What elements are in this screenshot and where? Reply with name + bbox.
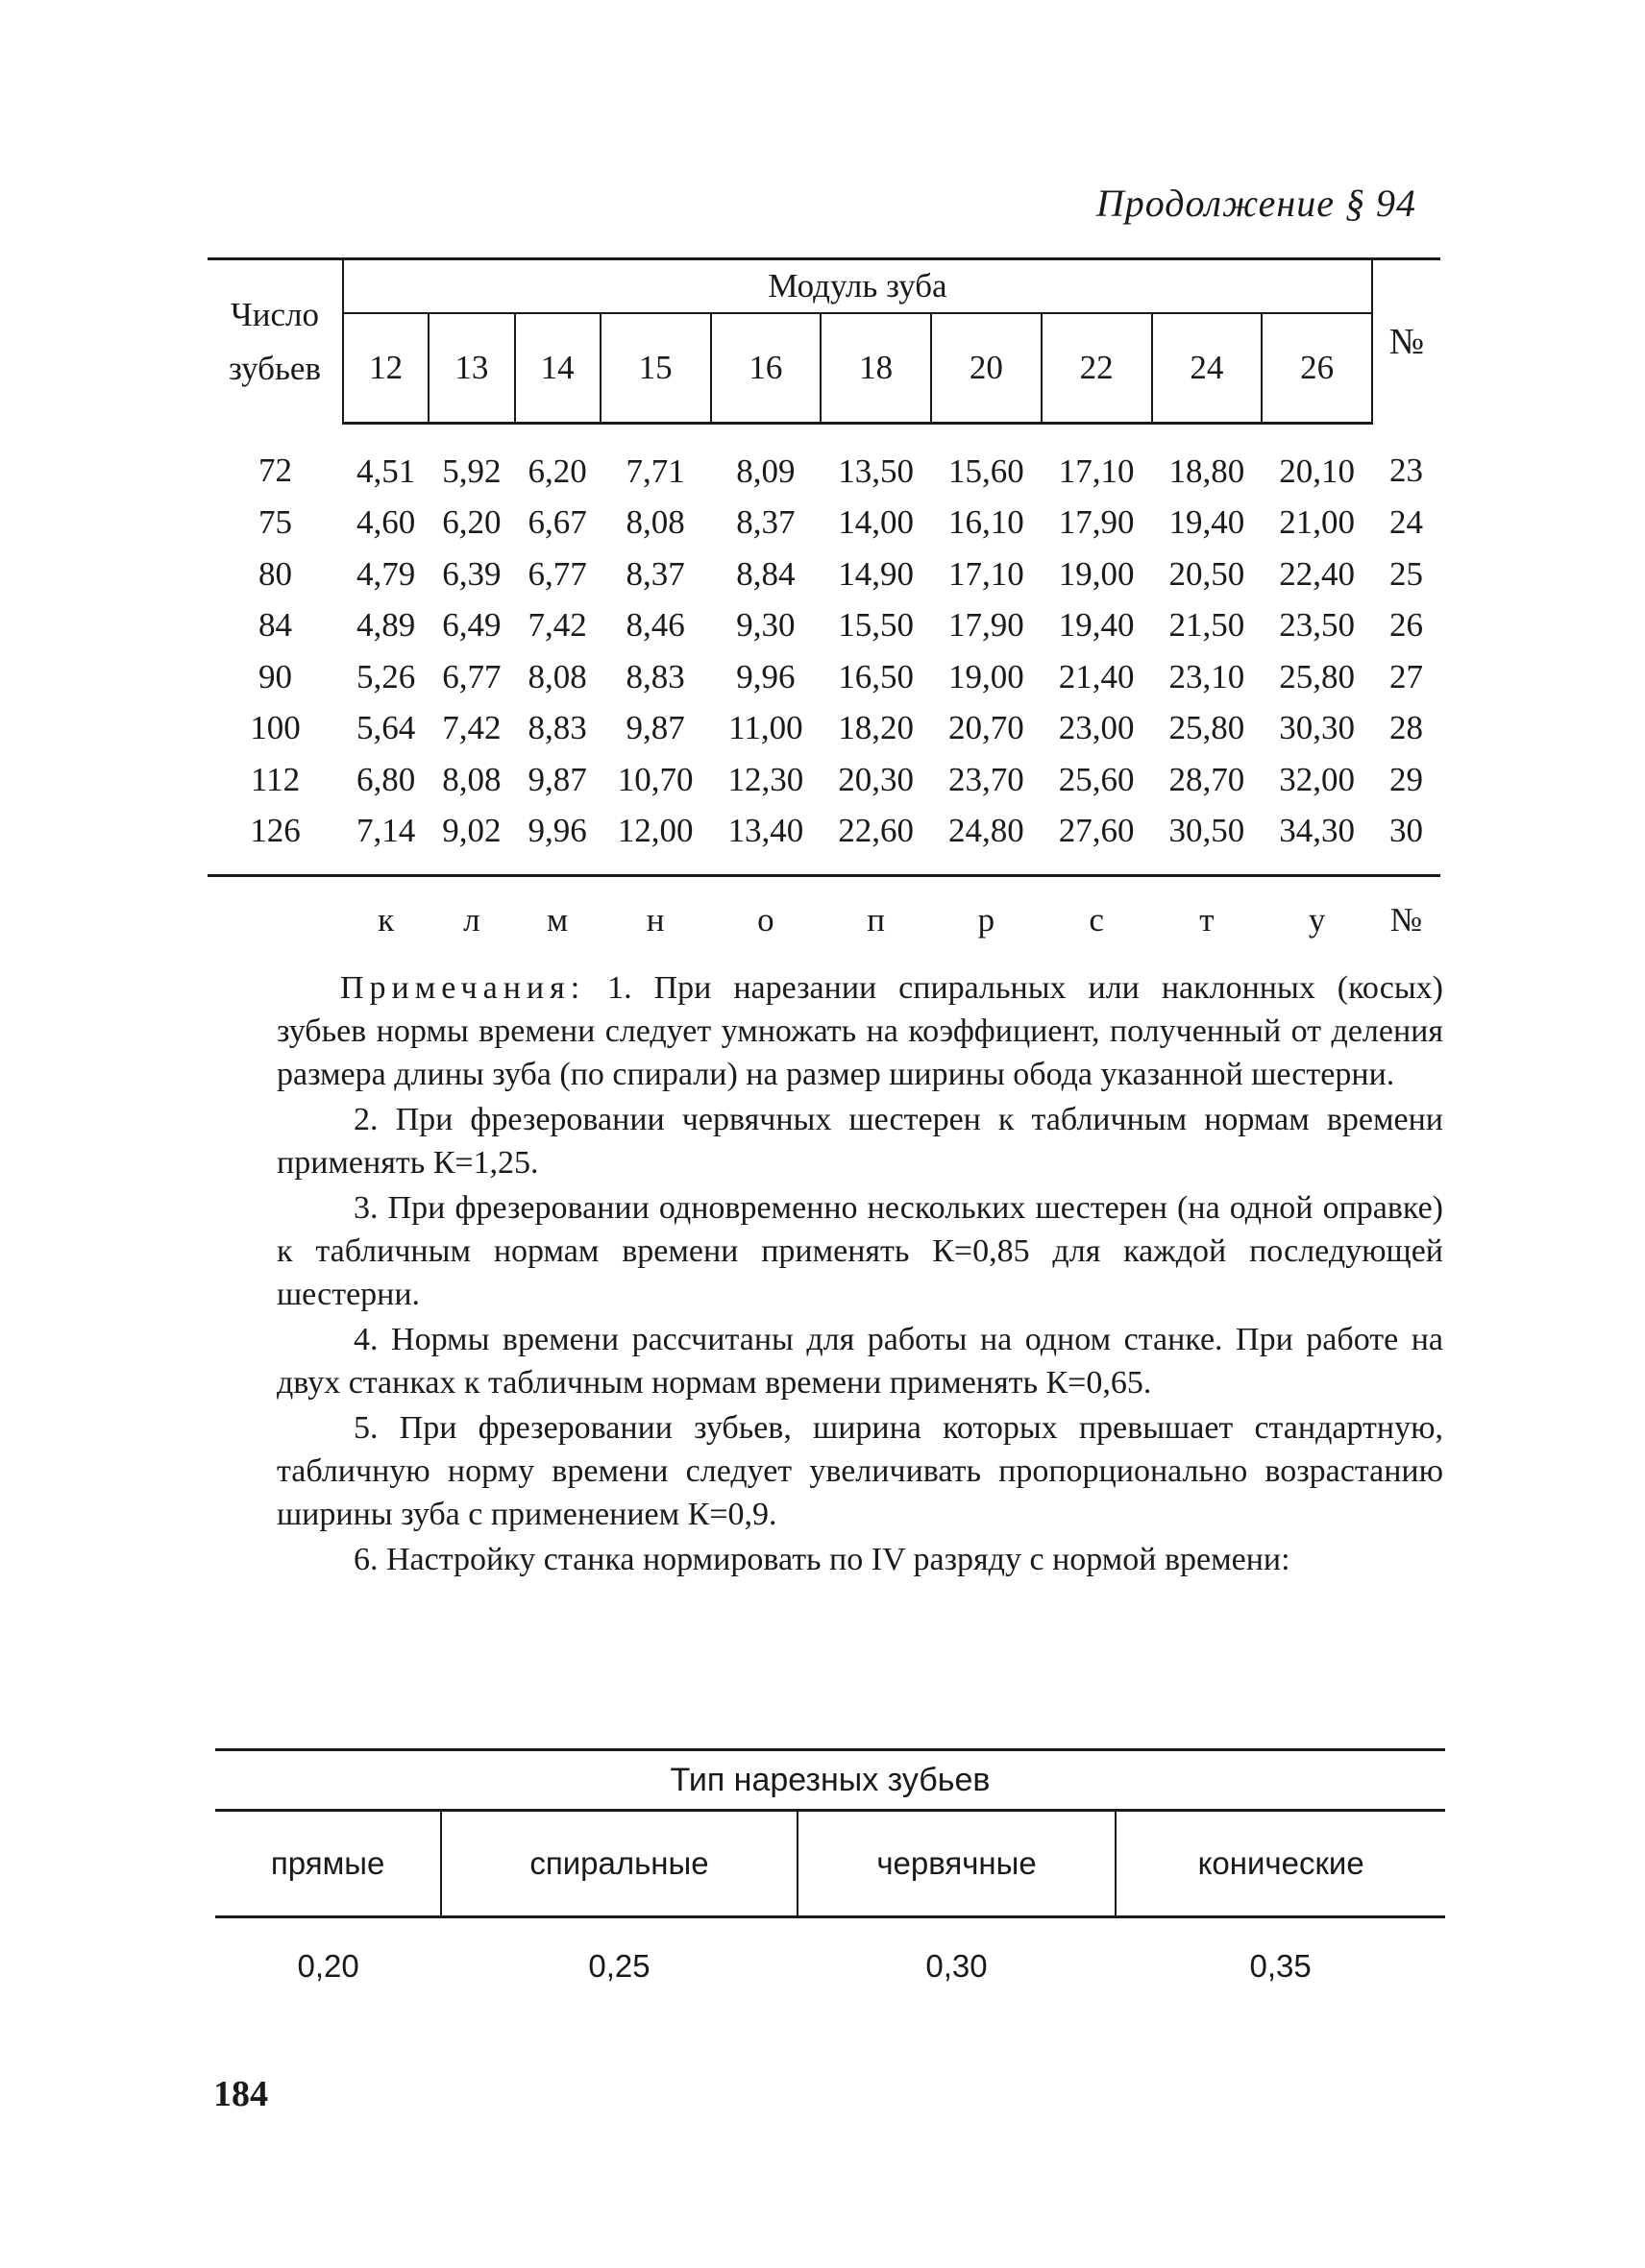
time-value-cell: 13,50 <box>838 451 914 490</box>
time-value-cell: 22,60 <box>821 806 931 876</box>
row-number-cell: 29 <box>1389 760 1423 798</box>
module-col-header: 20 <box>931 313 1042 424</box>
note-6: 6. Настройку станка нормировать по IV разряду с нормой времени: <box>354 1542 1290 1577</box>
teeth-count-cell: 100 <box>250 709 301 747</box>
time-value-cell: 4,79 <box>356 554 416 593</box>
notes-section <box>277 966 1443 1583</box>
time-value-cell: 23,70 <box>948 760 1024 798</box>
teeth-count-header-line2: зубьев <box>229 349 321 387</box>
time-value-cell: 8,08 <box>626 503 685 542</box>
module-col-header: 24 <box>1152 313 1263 424</box>
time-value-cell: 21,50 <box>1168 606 1245 645</box>
teeth-count-cell: 84 <box>258 606 292 645</box>
time-value-cell: 6,49 <box>442 606 502 645</box>
row-number-cell: 28 <box>1389 709 1423 747</box>
time-value-cell: 7,42 <box>528 606 587 645</box>
module-col-header: 13 <box>429 313 514 424</box>
time-value-cell: 25,80 <box>1168 709 1245 747</box>
teeth-count-cell: 90 <box>258 657 292 695</box>
row-number-cell: 23 <box>1389 451 1423 489</box>
time-value-cell: 7,14 <box>343 806 429 876</box>
time-value-cell: 8,08 <box>442 760 502 798</box>
type-spiral: спиральные <box>441 1811 798 1917</box>
time-value-cell: 9,96 <box>515 806 601 876</box>
time-value-cell: 30,30 <box>1279 709 1355 747</box>
row-number-cell: 30 <box>1372 806 1440 876</box>
time-value-cell: 19,00 <box>1058 554 1135 593</box>
note-1 <box>277 966 1443 1096</box>
time-value-cell: 6,77 <box>442 657 502 695</box>
time-value-cell: 6,67 <box>528 503 587 542</box>
table-row <box>208 651 1440 703</box>
continuation-header: Продолжение § 94 <box>1095 182 1416 225</box>
note-3: 3. При фрезеровании одновременно нескольких шестерен (на одной оправке) к табличным нормам времени применять К=0,85 для каждой последующей шестерни. <box>277 1190 1443 1312</box>
time-value-cell: 25,60 <box>1058 760 1135 798</box>
column-letter: к <box>378 901 395 939</box>
column-letter: у <box>1308 901 1326 939</box>
time-value-cell: 25,80 <box>1279 657 1355 695</box>
time-value-cell: 9,87 <box>626 709 685 747</box>
notes-title: Примечания: <box>340 970 586 1006</box>
time-value-cell: 20,30 <box>838 760 914 798</box>
value-bevel: 0,35 <box>1249 1948 1312 1984</box>
module-col-header: 12 <box>343 313 429 424</box>
setup-norm-table <box>215 1748 1445 2014</box>
table-row <box>208 600 1440 652</box>
time-value-cell: 11,00 <box>728 709 803 747</box>
table-row <box>208 424 1440 498</box>
time-value-cell: 4,51 <box>356 451 416 490</box>
time-value-cell: 21,00 <box>1279 503 1355 542</box>
time-value-cell: 32,00 <box>1279 760 1355 798</box>
time-value-cell: 5,26 <box>356 657 416 695</box>
module-col-header: 26 <box>1262 313 1372 424</box>
time-value-cell: 17,10 <box>948 554 1024 593</box>
module-col-header: 22 <box>1042 313 1152 424</box>
module-col-header: 16 <box>711 313 822 424</box>
row-number-cell: 24 <box>1389 503 1423 542</box>
time-value-cell: 23,00 <box>1058 709 1135 747</box>
time-value-cell: 18,80 <box>1168 451 1245 490</box>
module-col-header: 15 <box>601 313 711 424</box>
value-straight: 0,20 <box>297 1948 359 1984</box>
time-value-cell: 9,30 <box>736 606 796 645</box>
time-value-cell: 22,40 <box>1279 554 1355 593</box>
time-value-cell: 20,10 <box>1279 451 1355 490</box>
time-value-cell: 8,84 <box>736 554 796 593</box>
time-value-cell: 20,70 <box>948 709 1024 747</box>
letters-blank-cell <box>208 876 343 964</box>
type-bevel: конические <box>1116 1811 1445 1917</box>
time-value-cell: 27,60 <box>1042 806 1152 876</box>
time-value-cell: 8,83 <box>528 709 587 747</box>
column-letter: п <box>867 901 885 939</box>
column-letter-number: № <box>1389 901 1423 939</box>
time-value-cell: 5,64 <box>356 709 416 747</box>
table-row <box>208 806 1440 876</box>
time-value-cell: 8,08 <box>528 657 587 695</box>
time-value-cell: 23,50 <box>1279 606 1355 645</box>
time-value-cell: 21,40 <box>1058 657 1135 695</box>
time-value-cell: 24,80 <box>931 806 1042 876</box>
number-header: № <box>1372 259 1440 424</box>
tooth-type-caption: Тип нарезных зубьев <box>215 1750 1445 1811</box>
time-value-cell: 19,00 <box>948 657 1024 695</box>
time-value-cell: 8,09 <box>736 451 796 490</box>
time-value-cell: 9,87 <box>528 760 587 798</box>
table-row <box>208 703 1440 755</box>
time-value-cell: 4,60 <box>356 503 416 542</box>
time-value-cell: 6,20 <box>442 503 502 542</box>
time-norms-table <box>208 257 1440 963</box>
column-letter: т <box>1199 901 1215 939</box>
time-value-cell: 5,92 <box>442 451 502 490</box>
time-value-cell: 17,90 <box>948 606 1024 645</box>
time-value-cell: 28,70 <box>1168 760 1245 798</box>
time-value-cell: 12,00 <box>601 806 711 876</box>
teeth-count-header <box>208 259 343 424</box>
time-value-cell: 15,60 <box>948 451 1024 490</box>
time-value-cell: 8,37 <box>626 554 685 593</box>
time-value-cell: 30,50 <box>1152 806 1263 876</box>
type-worm: червячные <box>798 1811 1117 1917</box>
column-letter: с <box>1089 901 1104 939</box>
column-letter: о <box>757 901 774 939</box>
time-value-cell: 9,96 <box>736 657 796 695</box>
row-number-cell: 25 <box>1389 554 1423 593</box>
teeth-count-header-line1: Число <box>231 295 319 333</box>
time-value-cell: 15,50 <box>838 606 914 645</box>
module-col-header: 14 <box>515 313 601 424</box>
time-value-cell: 8,83 <box>626 657 685 695</box>
teeth-count-cell: 80 <box>258 554 292 593</box>
row-number-cell: 26 <box>1389 606 1423 645</box>
time-value-cell: 7,71 <box>626 451 685 490</box>
teeth-count-cell: 75 <box>258 503 292 542</box>
module-header: Модуль зуба <box>343 259 1372 314</box>
time-value-cell: 8,46 <box>626 606 685 645</box>
value-spiral: 0,25 <box>588 1948 651 1984</box>
column-letter: р <box>977 901 995 939</box>
time-value-cell: 19,40 <box>1168 503 1245 542</box>
teeth-count-cell: 112 <box>250 760 301 798</box>
column-letter: н <box>646 901 665 939</box>
time-value-cell: 8,37 <box>736 503 796 542</box>
column-letter: м <box>547 901 569 939</box>
time-value-cell: 23,10 <box>1168 657 1245 695</box>
note-4: 4. Нормы времени рассчитаны для работы на одном станке. При работе на двух станках к табличным нормам времени применять К=0,65. <box>277 1322 1443 1401</box>
page-number: 184 <box>213 2074 268 2114</box>
time-value-cell: 14,00 <box>838 503 914 542</box>
time-value-cell: 20,50 <box>1168 554 1245 593</box>
time-value-cell: 6,77 <box>528 554 587 593</box>
note-5: 5. При фрезеровании зубьев, ширина которых превышает стандартную, табличную норму времени следует увеличивать пропорционально возрастанию ширины зуба с применением К=0,9. <box>277 1410 1443 1532</box>
module-col-header: 18 <box>821 313 931 424</box>
note-1-text: 1. При нарезании спиральных или наклонных (косых) зубьев нормы времени следует умножать на коэффициент, полученный от деления размера длины зуба (по спирали) на размер ширины обода указанной шестерни. <box>277 970 1444 1092</box>
column-letter: л <box>463 901 480 939</box>
value-worm: 0,30 <box>925 1948 988 1984</box>
time-value-cell: 9,02 <box>429 806 514 876</box>
time-value-cell: 13,40 <box>711 806 822 876</box>
time-value-cell: 16,50 <box>838 657 914 695</box>
teeth-count-cell: 126 <box>208 806 343 876</box>
type-straight: прямые <box>215 1811 441 1917</box>
time-value-cell: 17,90 <box>1058 503 1135 542</box>
row-number-cell: 27 <box>1389 657 1423 695</box>
time-value-cell: 34,30 <box>1262 806 1372 876</box>
teeth-count-cell: 72 <box>258 451 292 489</box>
time-value-cell: 16,10 <box>948 503 1024 542</box>
time-value-cell: 18,20 <box>838 709 914 747</box>
table-row <box>208 549 1440 600</box>
time-value-cell: 14,90 <box>838 554 914 593</box>
time-value-cell: 4,89 <box>356 606 416 645</box>
time-value-cell: 6,20 <box>528 451 587 490</box>
time-value-cell: 12,30 <box>727 760 804 798</box>
time-value-cell: 17,10 <box>1058 451 1135 490</box>
time-value-cell: 6,39 <box>442 554 502 593</box>
time-value-cell: 19,40 <box>1058 606 1135 645</box>
time-value-cell: 7,42 <box>442 709 502 747</box>
time-value-cell: 10,70 <box>617 760 694 798</box>
table-row <box>208 754 1440 806</box>
note-2: 2. При фрезеровании червячных шестерен к табличным нормам времени применять К=1,25. <box>277 1102 1443 1181</box>
time-value-cell: 6,80 <box>356 760 416 798</box>
table-row <box>208 498 1440 549</box>
